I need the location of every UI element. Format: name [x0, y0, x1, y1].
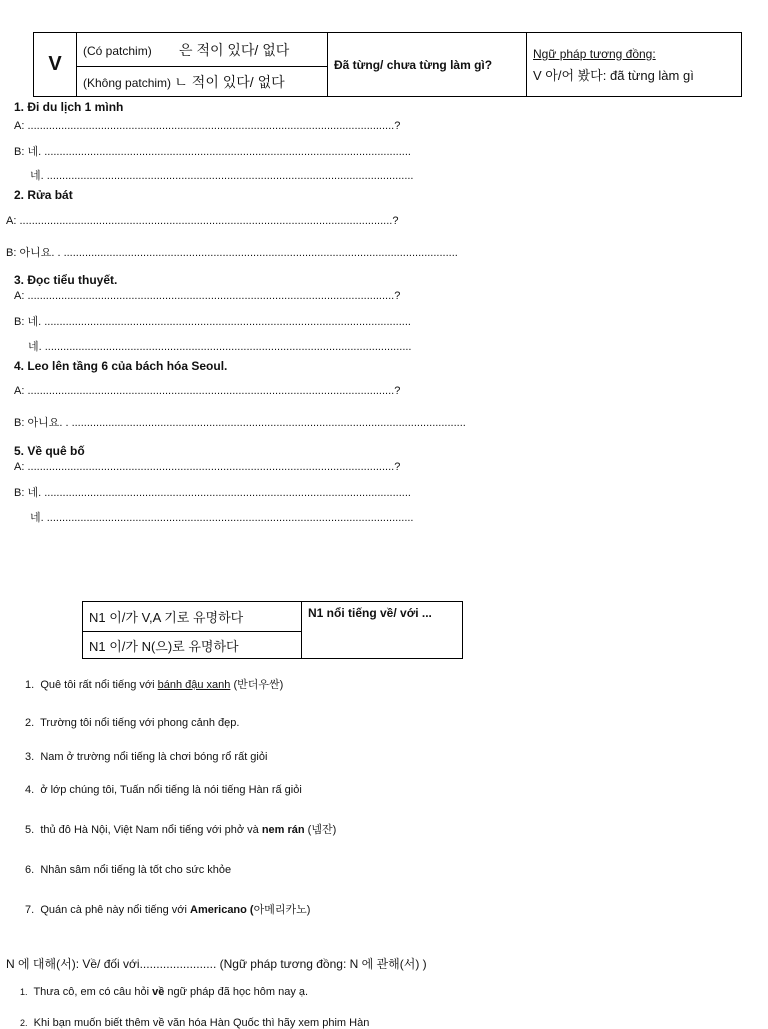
sentence-item: 2. Trường tôi nổi tiếng với phong cảnh đẹp. — [25, 717, 240, 729]
answer-line: 네. ........................................................................................................................ — [30, 170, 414, 182]
grammar-table — [33, 32, 742, 97]
exercise-title: 5. Về quê bố — [14, 444, 85, 458]
patchim-label: (Có patchim) — [83, 43, 152, 58]
patchim-row — [77, 33, 328, 67]
answer-line: B: 아니요. . ................................................................................................................................. — [14, 417, 466, 429]
answer-line: A: ........................................................................................................................? — [14, 120, 401, 132]
meaning-cell: Đã từng/ chưa từng làm gì? — [328, 33, 527, 97]
no-patchim-korean: ㄴ 적이 있다/ 없다 — [174, 73, 285, 90]
answer-line: B: 네. ........................................................................................................................ — [14, 146, 411, 158]
exercise-title: 1. Đi du lịch 1 mình — [14, 100, 124, 114]
no-patchim-row — [77, 67, 328, 97]
sentence-item: 4. ở lớp chúng tôi, Tuấn nổi tiếng là nói tiếng Hàn rấ giỏi — [25, 784, 302, 796]
similar-cell — [527, 33, 742, 97]
famous-row-2: N1 이/가 N(으)로 유명하다 — [83, 632, 302, 659]
answer-line: A: ..........................................................................................................................? — [6, 215, 399, 227]
sentence-item: 6. Nhân sâm nổi tiếng là tốt cho sức khỏe — [25, 864, 232, 876]
sentence-item: 7. Quán cà phê này nổi tiếng với Americano (아메리카노) — [25, 904, 311, 916]
famous-row-1: N1 이/가 V,A 기로 유명하다 — [83, 602, 302, 632]
famous-grammar-table — [82, 601, 463, 659]
answer-line: A: ........................................................................................................................? — [14, 385, 401, 397]
sentence-item: 1. Quê tôi rất nổi tiếng với bánh đậu xanh (반더우싼) — [25, 679, 284, 691]
sentence-item: 1. Thưa cô, em có câu hỏi về ngữ pháp đã học hôm nay ạ. — [20, 986, 309, 998]
similar-title: Ngữ pháp tương đồng: — [533, 46, 656, 61]
section-header: N 에 대해(서): Về/ đối với....................... (Ngữ pháp tương đồng: N 에 관해(서) ) — [6, 957, 427, 971]
exercise-title: 3. Đọc tiểu thuyết. — [14, 273, 118, 287]
answer-line: A: ........................................................................................................................? — [14, 290, 401, 302]
answer-line: B: 아니요. . ................................................................................................................................. — [6, 247, 458, 259]
sentence-item: 2. Khi bạn muốn biết thêm về văn hóa Hàn Quốc thì hãy xem phim Hàn — [20, 1017, 370, 1029]
verb-cell: V — [34, 33, 77, 97]
famous-meaning: N1 nổi tiếng về/ với ... — [302, 602, 463, 659]
answer-line: B: 네. ........................................................................................................................ — [14, 316, 411, 328]
exercise-title: 4. Leo lên tầng 6 của bách hóa Seoul. — [14, 359, 228, 373]
patchim-korean: 은 적이 있다/ 없다 — [179, 41, 290, 58]
answer-line: A: ........................................................................................................................? — [14, 461, 401, 473]
sentence-item: 3. Nam ở trường nổi tiếng là chơi bóng rổ rất giỏi — [25, 751, 268, 763]
sentence-item: 5. thủ đô Hà Nội, Việt Nam nổi tiếng với phở và nem rán (넴잔) — [25, 824, 337, 836]
answer-line: B: 네. ........................................................................................................................ — [14, 487, 411, 499]
answer-line: 네. ........................................................................................................................ — [28, 341, 412, 353]
similar-text: V 아/어 봤다: đã từng làm gì — [533, 67, 694, 83]
answer-line: 네. ........................................................................................................................ — [30, 512, 414, 524]
no-patchim-label: (Không patchim) — [83, 75, 172, 90]
exercise-title: 2. Rửa bát — [14, 188, 73, 202]
